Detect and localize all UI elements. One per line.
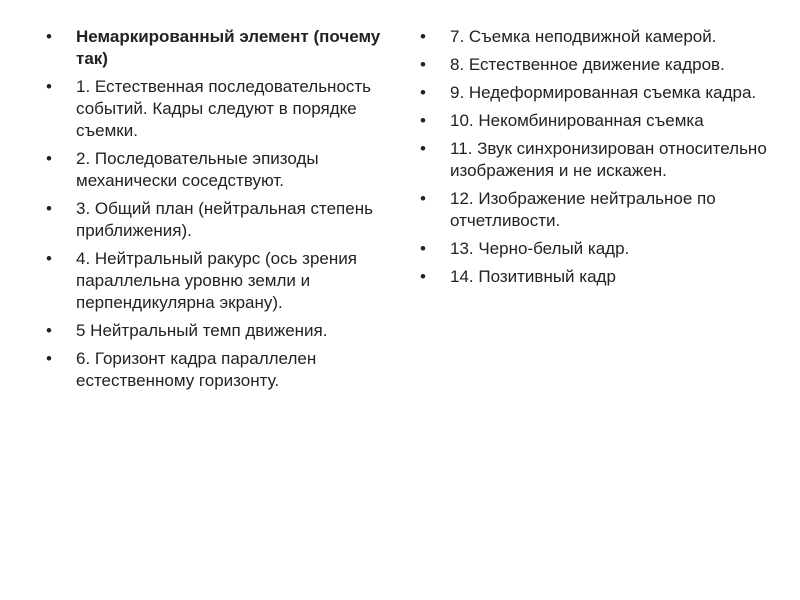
list-item (420, 26, 770, 48)
list-item-text: 13. Черно-белый кадр. (450, 239, 630, 258)
list-item (420, 138, 770, 182)
bullet-icon: • (46, 349, 52, 368)
bullet-icon: • (420, 139, 426, 158)
list-item-text: 10. Некомбинированная съемка (450, 111, 704, 130)
list-item-text: 11. Звук синхронизирован относительно изображения и не искажен. (450, 139, 767, 180)
list-item-text: 14. Позитивный кадр (450, 267, 616, 286)
bullet-icon: • (420, 267, 426, 286)
bullet-icon: • (420, 27, 426, 46)
bullet-icon: • (420, 189, 426, 208)
list-item (420, 54, 770, 76)
bullet-icon: • (46, 149, 52, 168)
list-item-heading (46, 26, 386, 70)
list-item (46, 198, 386, 242)
list-item (420, 188, 770, 232)
list-item (46, 248, 386, 314)
left-bullet-list (46, 26, 386, 398)
list-item (46, 348, 386, 392)
list-item (420, 266, 770, 288)
right-bullet-list (420, 26, 770, 294)
list-item (46, 148, 386, 192)
list-item (46, 320, 386, 342)
bullet-icon: • (46, 321, 52, 340)
list-item-text: 3. Общий план (нейтральная степень приближения). (76, 199, 373, 240)
list-item (420, 238, 770, 260)
list-item-text: 7. Съемка неподвижной камерой. (450, 27, 717, 46)
bullet-icon: • (46, 249, 52, 268)
bullet-icon: • (46, 77, 52, 96)
list-item-text: 1. Естественная последовательность событий. Кадры следуют в порядке съемки. (76, 77, 372, 140)
bullet-icon: • (420, 111, 426, 130)
bullet-icon: • (420, 239, 426, 258)
bullet-icon: • (46, 27, 52, 46)
bullet-icon: • (420, 83, 426, 102)
list-item-text: 12. Изображение нейтральное по отчетливости. (450, 189, 716, 230)
list-item-text: 9. Недеформированная съемка кадра. (450, 83, 757, 102)
list-item-text: 5 Нейтральный темп движения. (76, 321, 328, 340)
bullet-icon: • (46, 199, 52, 218)
list-item-text: 2. Последовательные эпизоды механически соседствуют. (76, 149, 319, 190)
list-item (46, 76, 386, 142)
list-item (420, 82, 770, 104)
list-item-text: 6. Горизонт кадра параллелен естественному горизонту. (76, 349, 317, 390)
bullet-icon: • (420, 55, 426, 74)
list-item-text: Немаркированный элемент (почему так) (76, 27, 381, 68)
list-item-text: 8. Естественное движение кадров. (450, 55, 725, 74)
list-item (420, 110, 770, 132)
list-item-text: 4. Нейтральный ракурс (ось зрения параллельна уровню земли и перпендикулярна экрану). (76, 249, 357, 312)
